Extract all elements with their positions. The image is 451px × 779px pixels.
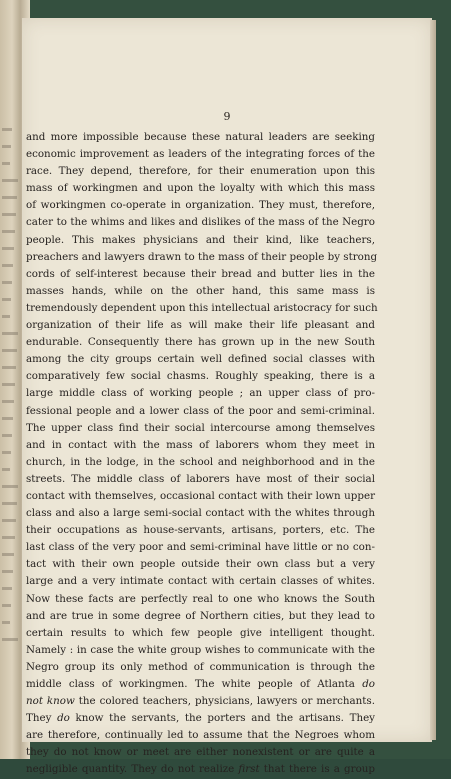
text-line: not know the colored teachers, physicians, lawyers or merchants.	[26, 695, 375, 708]
page-edge-right	[430, 20, 436, 740]
bleed-mark	[2, 536, 15, 539]
bleed-mark	[2, 349, 17, 352]
text-line: endurable. Consequently there has grown up in the new South	[26, 336, 375, 349]
bleed-mark	[2, 621, 10, 624]
bleed-mark	[2, 553, 14, 556]
bleed-mark	[2, 451, 11, 454]
text-line: among the city groups certain well defined social classes with	[26, 353, 375, 366]
page-text	[26, 129, 378, 779]
text-line: tremendously dependent upon this intellectual aristocracy for such	[26, 301, 378, 314]
text-line: of workingmen co-operate in organization. They must, therefore,	[26, 199, 375, 212]
text-line: The upper class find their social intercourse among themselves	[26, 421, 375, 434]
bleed-mark	[2, 162, 10, 165]
text-line: cords of self-interest because their bread and butter lies in the	[26, 267, 375, 280]
text-line: streets. The middle class of laborers have most of their social	[26, 472, 375, 485]
bleed-mark	[2, 213, 16, 216]
text-line: Negro group its only method of communication is through the	[26, 660, 375, 673]
text-line: preachers and lawyers drawn to the mass of their people by strong	[26, 250, 378, 263]
bleed-mark	[2, 400, 14, 403]
bleed-mark	[2, 485, 18, 488]
text-line: church, in the lodge, in the school and neighborhood and in the	[26, 455, 375, 468]
text-line: people. This makes physicians and their kind, like teachers,	[26, 233, 375, 246]
text-line: Now these facts are perfectly real to one who knows the South	[26, 592, 375, 605]
bleed-mark	[2, 128, 12, 131]
bleed-mark	[2, 281, 12, 284]
bleed-mark	[2, 145, 11, 148]
bleed-mark	[2, 298, 11, 301]
text-line: class and also a large semi-social contact with the whites through	[26, 507, 375, 520]
book-page	[22, 18, 432, 776]
text-line: large and a very intimate contact with certain classes of whites.	[26, 575, 375, 588]
text-line: and more impossible because these natural leaders are seeking	[26, 131, 375, 143]
bleed-mark	[2, 315, 10, 318]
bleed-mark	[2, 196, 17, 199]
text-line: are therefore, continually led to assume that the Negroes whom	[26, 729, 375, 742]
bleed-mark	[2, 638, 18, 641]
text-line: masses hands, while on the other hand, this same mass is	[26, 284, 375, 297]
bleed-mark	[2, 587, 12, 590]
text-line: economic improvement as leaders of the integrating forces of the	[26, 148, 375, 161]
text-line: last class of the very poor and semi-criminal have little or no con-	[26, 541, 375, 554]
bleed-mark	[2, 332, 18, 335]
text-line: fessional people and a lower class of the poor and semi-criminal.	[26, 404, 375, 417]
bleed-mark	[2, 434, 12, 437]
text-line: cater to the whims and likes and dislikes of the mass of the Negro	[26, 216, 375, 229]
bleed-mark	[2, 179, 18, 182]
text-line: middle class of workingmen. The white people of Atlanta do	[26, 678, 375, 690]
page-number: 9	[223, 110, 231, 123]
bleed-mark	[2, 519, 16, 522]
previous-page-edge	[0, 0, 20, 759]
bleed-mark	[2, 502, 17, 505]
bleed-mark	[2, 366, 16, 369]
text-line: their occupations as house-servants, artisans, porters, etc. The	[26, 524, 375, 537]
text-line: large middle class of working people ; an upper class of pro-	[26, 387, 375, 400]
text-line: negligible quantity. They do not realize first that there is a group	[26, 763, 375, 776]
text-line: They do know the servants, the porters and the artisans. They	[26, 712, 376, 725]
bleed-mark	[2, 417, 13, 420]
bleed-mark	[2, 247, 14, 250]
bleed-mark	[2, 570, 13, 573]
text-line: organization of their life as will make their life pleasant and	[26, 319, 375, 332]
text-line: and are true in some degree of Northern cities, but they lead to	[26, 609, 375, 622]
text-line: tact with their own people outside their own class but a very	[26, 558, 375, 571]
bleed-mark	[2, 230, 15, 233]
bleed-mark	[2, 383, 15, 386]
text-line: Namely : in case the white group wishes to communicate with the	[26, 643, 375, 656]
text-line: mass of workingmen and upon the loyalty with which this mass	[26, 182, 375, 195]
bleed-mark	[2, 468, 10, 471]
text-line: contact with themselves, occasional contact with their lown upper	[26, 489, 375, 502]
bleed-mark	[2, 264, 13, 267]
bleed-mark	[2, 604, 11, 607]
text-line: they do not know or meet are either nonexistent or are quite a	[26, 746, 375, 759]
text-line: comparatively few social chasms. Roughly speaking, there is a	[26, 370, 375, 383]
text-line: certain results to which few people give intelligent thought.	[26, 626, 375, 639]
text-line: race. They depend, therefore, for their enumeration upon this	[26, 165, 375, 178]
text-line: and in contact with the mass of laborers whom they meet in	[26, 438, 375, 451]
